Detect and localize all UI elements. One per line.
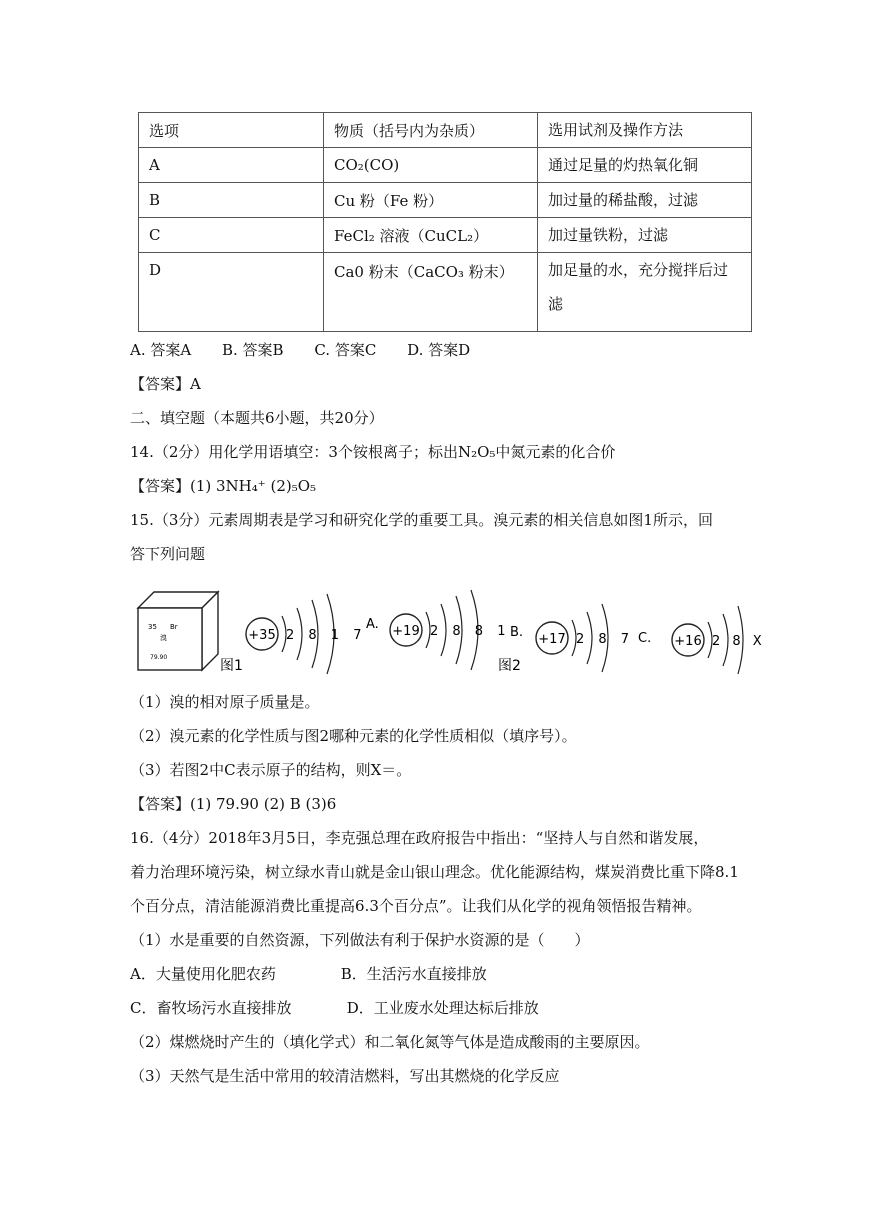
q14-answer: 【答案】(1) 3NH₄⁺ (2)₅O₅ (130, 477, 317, 495)
table-cell-method: 加过量铁粉，过滤 (538, 218, 752, 253)
q13-answer: 【答案】A (130, 375, 201, 393)
table-header-row (139, 113, 752, 148)
table-cell-option: C (139, 218, 324, 253)
table-cell-method: 通过足量的灼热氧化铜 (538, 148, 752, 183)
figure-atoms (130, 588, 766, 678)
table-cell-substance: Cu 粉（Fe 粉） (324, 183, 538, 218)
q14-text: 14.（2分）用化学用语填空：3个铵根离子；标出N₂O₅中氮元素的化合价 (130, 443, 616, 461)
q15-text-2: 答下列问题 (130, 545, 206, 563)
cell-number: 35 (148, 623, 157, 631)
q13-choices (130, 340, 496, 360)
q15-answer: 【答案】(1) 79.90 (2) B (3)6 (130, 795, 337, 813)
q15-text-1: 15.（3分）元素周期表是学习和研究化学的重要工具。溴元素的相关信息如图1所示，回 (130, 511, 713, 529)
choice-d: D. 答案D (407, 341, 471, 359)
atom-c-label: C. (638, 631, 652, 646)
q16-part-3: （3）天然气是生活中常用的较清洁燃料，写出其燃烧的化学反应 (130, 1067, 560, 1085)
table-row (139, 183, 752, 218)
choice-c: C. 答案C (314, 341, 377, 359)
q16-options-row-1 (130, 964, 487, 984)
table-cell-method: 加过量的稀盐酸，过滤 (538, 183, 752, 218)
q16-option-a: A．大量使用化肥农药 (130, 965, 276, 983)
table-header-cell: 物质（括号内为杂质） (324, 113, 538, 148)
table-cell-substance: CO₂(CO) (324, 148, 538, 183)
shell-electrons: 2 8 X (712, 634, 766, 649)
atom-diagram (672, 606, 766, 674)
figure-1-caption: 图1 (220, 658, 243, 674)
q16-option-b: B．生活污水直接排放 (340, 965, 487, 983)
q16-option-d: D．工业废水处理达标后排放 (346, 999, 539, 1017)
table-header-cell: 选项 (139, 113, 324, 148)
q16-part-2: （2）煤燃烧时产生的（填化学式）和二氧化氮等气体是造成酸雨的主要原因。 (130, 1033, 650, 1051)
cell-symbol: Br (170, 623, 178, 631)
figure-svg (130, 588, 766, 678)
q16-options-row-2 (130, 998, 539, 1018)
table-row (139, 253, 752, 332)
atom-a-label: A. (366, 617, 379, 632)
q15-part-1: （1）溴的相对原子质量是。 (130, 693, 320, 711)
options-table (138, 112, 752, 332)
periodic-cell-icon (138, 592, 218, 670)
table-cell-option: D (139, 253, 324, 332)
q16-text-2: 着力治理环境污染，树立绿水青山就是金山银山理念。优化能源结构，煤炭消费比重下降8.1 (130, 863, 739, 881)
table-cell-option: A (139, 148, 324, 183)
cell-mass: 79.90 (150, 654, 168, 661)
table-cell-substance: FeCl₂ 溶液（CuCL₂） (324, 218, 538, 253)
nucleus-label: +16 (674, 634, 702, 649)
shell-electrons: 2 8 8 1 (430, 624, 511, 639)
table-cell-option: B (139, 183, 324, 218)
choice-b: B. 答案B (221, 341, 284, 359)
choice-a: A. 答案A (130, 341, 192, 359)
table-header-cell: 选用试剂及操作方法 (538, 113, 752, 148)
atom-diagram (536, 604, 634, 672)
q15-part-3: （3）若图2中C表示原子的结构，则X＝。 (130, 761, 412, 779)
q16-part-1: （1）水是重要的自然资源，下列做法有利于保护水资源的是（ ） (130, 931, 590, 949)
table-row (139, 218, 752, 253)
section-heading: 二、填空题（本题共6小题，共20分） (130, 409, 384, 427)
cell-name: 溴 (160, 634, 167, 642)
q15-part-2: （2）溴元素的化学性质与图2哪种元素的化学性质相似（填序号）。 (130, 727, 577, 745)
nucleus-label: +17 (538, 632, 566, 647)
shell-electrons: 2 8 7 (576, 632, 635, 647)
nucleus-label: +19 (392, 624, 420, 639)
table-cell-method: 加足量的水，充分搅拌后过滤 (538, 253, 752, 332)
figure-2-caption: 图2 (498, 658, 521, 674)
shell-electrons: 2 8 1 7 (286, 628, 367, 643)
q16-text-1: 16.（4分）2018年3月5日，李克强总理在政府报告中指出：“坚持人与自然和谐发展， (130, 829, 709, 847)
q16-text-3: 个百分点，清洁能源消费比重提高6.3个百分点”。让我们从化学的视角领悟报告精神。 (130, 897, 702, 915)
nucleus-label: +35 (248, 628, 276, 643)
table-cell-substance: Ca0 粉末（CaCO₃ 粉末） (324, 253, 538, 332)
table-row (139, 148, 752, 183)
atom-b-label: B. (510, 625, 524, 640)
atom-diagram (390, 590, 510, 670)
q16-option-c: C．畜牧场污水直接排放 (130, 999, 292, 1017)
atom-diagram (246, 594, 366, 674)
